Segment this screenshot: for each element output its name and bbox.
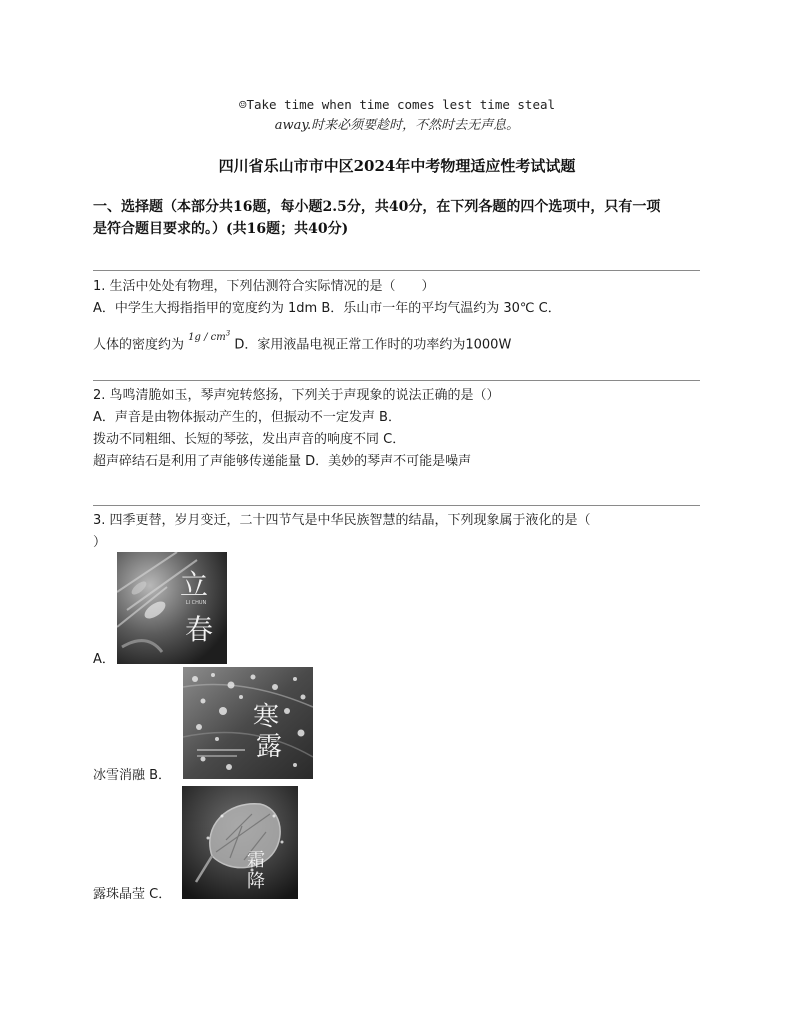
section-heading-line-1: 一、选择题（本部分共16题，每小题2.5分，共40分，在下列各题的四个选项中，只有一项 (93, 199, 661, 215)
question-1-option-d-text: D．家用液晶电视正常工作时的功率约为1000W (234, 337, 512, 353)
question-3 (93, 510, 698, 554)
option-a-char-1: 立 (179, 568, 209, 601)
question-1 (93, 276, 698, 359)
question-2-options-line-2: 拨动不同粗细、长短的琴弦，发出声音的响度不同 C． (93, 432, 406, 447)
question-divider (93, 270, 700, 271)
question-1-options-line-2 (93, 320, 698, 359)
question-2-options-line-1: A．声音是由物体振动产生的，但振动不一定发声 B． (93, 410, 401, 425)
page-title: 四川省乐山市市中区2024年中考物理适应性考试试题 (218, 157, 576, 175)
option-c-char-2: 降 (247, 871, 265, 892)
motto-line-2: away.时来必须要趁时，不然时去无声息。 (274, 118, 520, 133)
option-a-label: A． (93, 652, 115, 667)
option-c-label: 露珠晶莹 C． (93, 887, 172, 902)
section-heading-line-2: 是符合题目要求的。）(共16题；共40分) (93, 221, 349, 237)
question-2-options-line-3: 超声碎结石是利用了声能够传递能量 D．美妙的琴声不可能是噪声 (93, 454, 472, 469)
section-heading (93, 196, 703, 240)
question-1-option-c-text: 人体的密度约为 (93, 337, 185, 353)
option-b-image (183, 667, 313, 779)
question-3-stem: 3. 四季更替，岁月变迁，二十四节气是中华民族智慧的结晶，下列现象属于液化的是（ (93, 513, 591, 528)
option-b-char-2: 露 (255, 732, 283, 762)
question-1-stem: 1. 生活中处处有物理，下列估测符合实际情况的是（ ） (93, 279, 435, 294)
option-b-char-1: 寒 (252, 702, 280, 732)
question-2 (93, 385, 698, 473)
question-1-options-line-1: A．中学生大拇指指甲的宽度约为 1dm B．乐山市一年的平均气温约为 30℃ C． (93, 301, 561, 316)
question-divider (93, 380, 700, 381)
density-formula-base: 1g / cm (188, 332, 226, 344)
density-formula (188, 332, 230, 343)
motto-line-1: ☺Take time when time comes lest time steal (238, 97, 556, 112)
option-a-subtitle: LI CHUN (185, 600, 207, 606)
option-b-label: 冰雪消融 B． (93, 768, 172, 783)
density-formula-exponent: 3 (225, 330, 231, 338)
question-2-stem: 2. 鸟鸣清脆如玉，琴声宛转悠扬，下列关于声现象的说法正确的是（） (93, 388, 500, 403)
question-3-stem-end: ） (93, 535, 107, 550)
option-a-image (117, 552, 227, 664)
option-c-image (182, 786, 298, 899)
option-c-char-1: 霜 (247, 850, 265, 871)
option-a-char-2: 春 (184, 613, 214, 646)
question-divider (93, 505, 700, 506)
